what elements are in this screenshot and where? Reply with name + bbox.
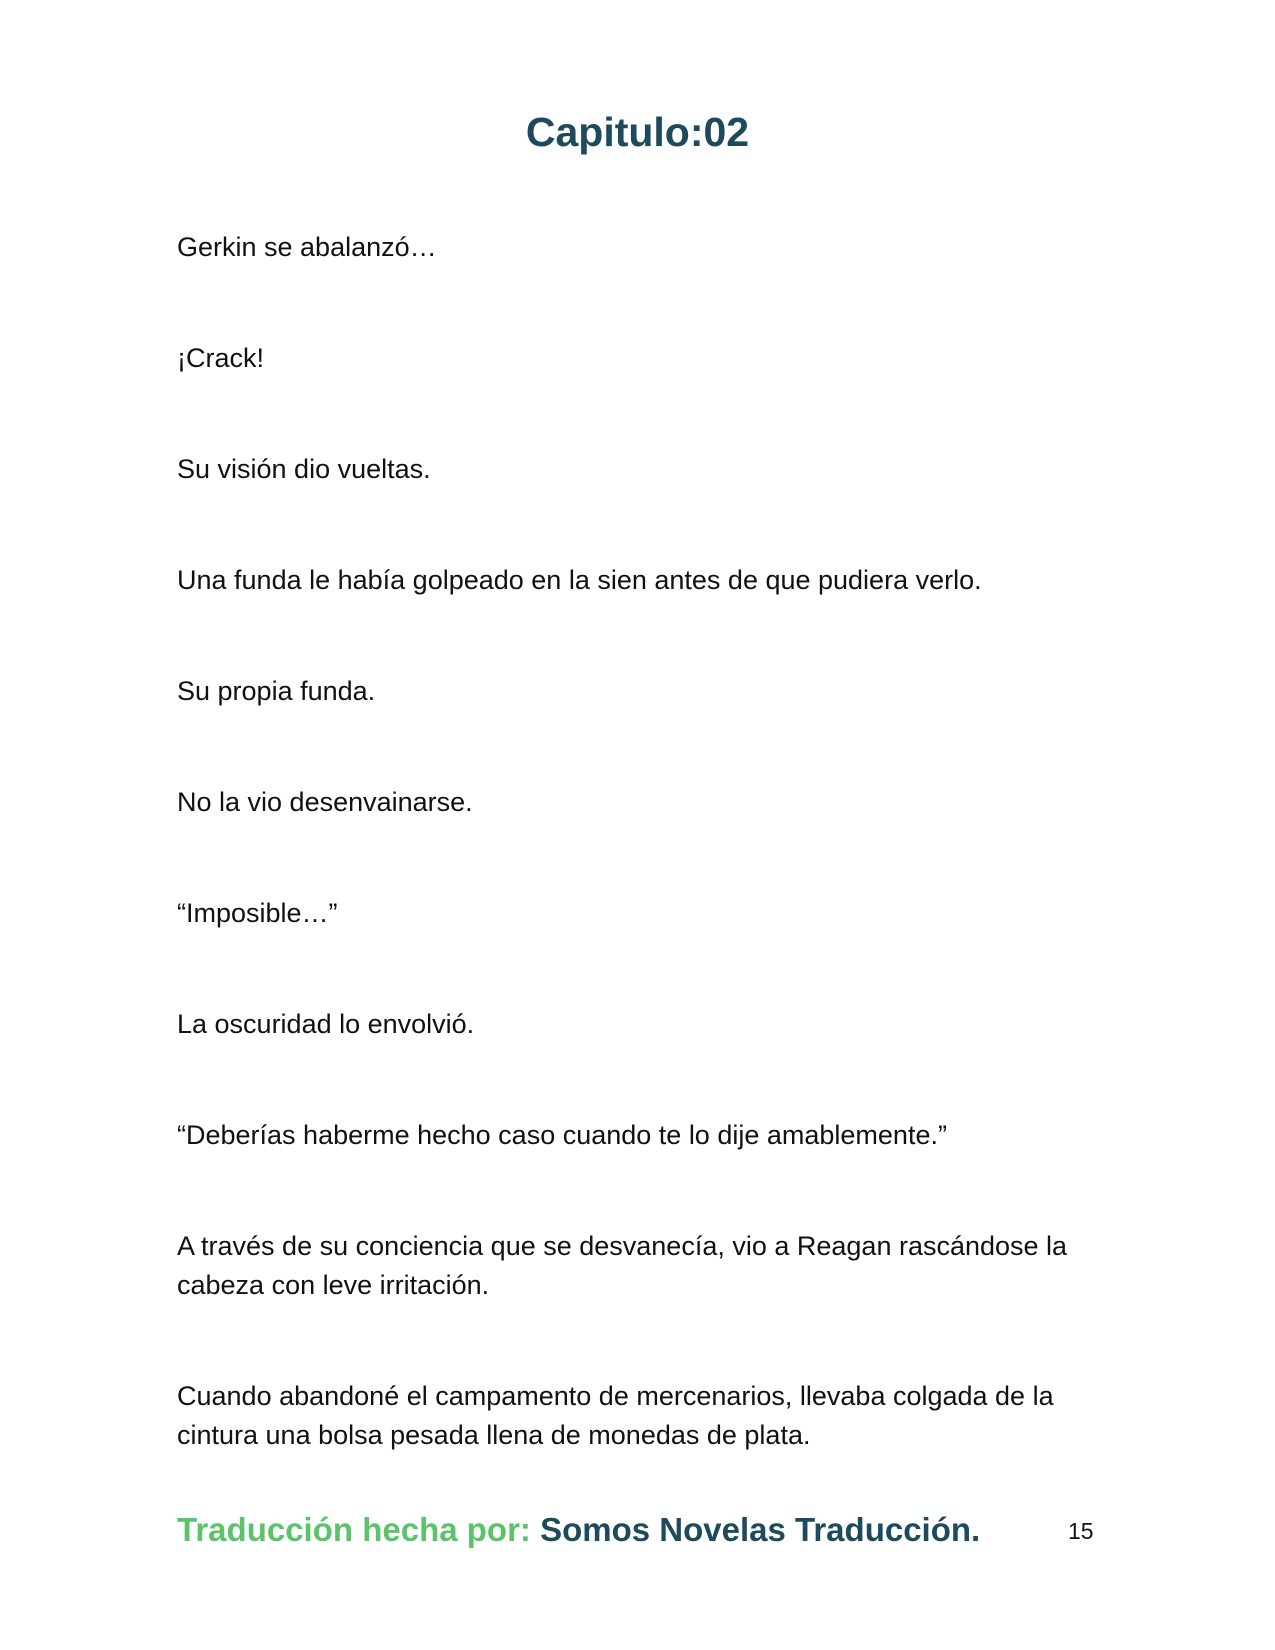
paragraph: Cuando abandoné el campamento de mercenarios, llevaba colgada de la cintura una bolsa pesada llena de monedas de plata. bbox=[177, 1381, 1054, 1450]
credit-label: Traducción hecha por: bbox=[177, 1511, 531, 1548]
paragraph: A través de su conciencia que se desvanecía, vio a Reagan rascándose la cabeza con leve irritación. bbox=[177, 1231, 1068, 1300]
chapter-body bbox=[177, 228, 1117, 1527]
page-number: 15 bbox=[1068, 1518, 1094, 1544]
paragraph: “Imposible…” bbox=[177, 898, 338, 928]
paragraph: ¡Crack! bbox=[177, 343, 264, 373]
paragraph: No la vio desenvainarse. bbox=[177, 787, 473, 817]
paragraph: “Deberías haberme hecho caso cuando te lo dije amablemente.” bbox=[177, 1120, 947, 1150]
paragraph: Su propia funda. bbox=[177, 676, 376, 706]
paragraph: La oscuridad lo envolvió. bbox=[177, 1009, 475, 1039]
chapter-title: Capitulo:02 bbox=[525, 109, 750, 155]
paragraph: Una funda le había golpeado en la sien antes de que pudiera verlo. bbox=[177, 565, 982, 595]
paragraph: Gerkin se abalanzó… bbox=[177, 232, 437, 262]
paragraph: Su visión dio vueltas. bbox=[177, 454, 431, 484]
credit-name: Somos Novelas Traducción. bbox=[540, 1511, 981, 1548]
translation-credit bbox=[177, 1510, 980, 1550]
